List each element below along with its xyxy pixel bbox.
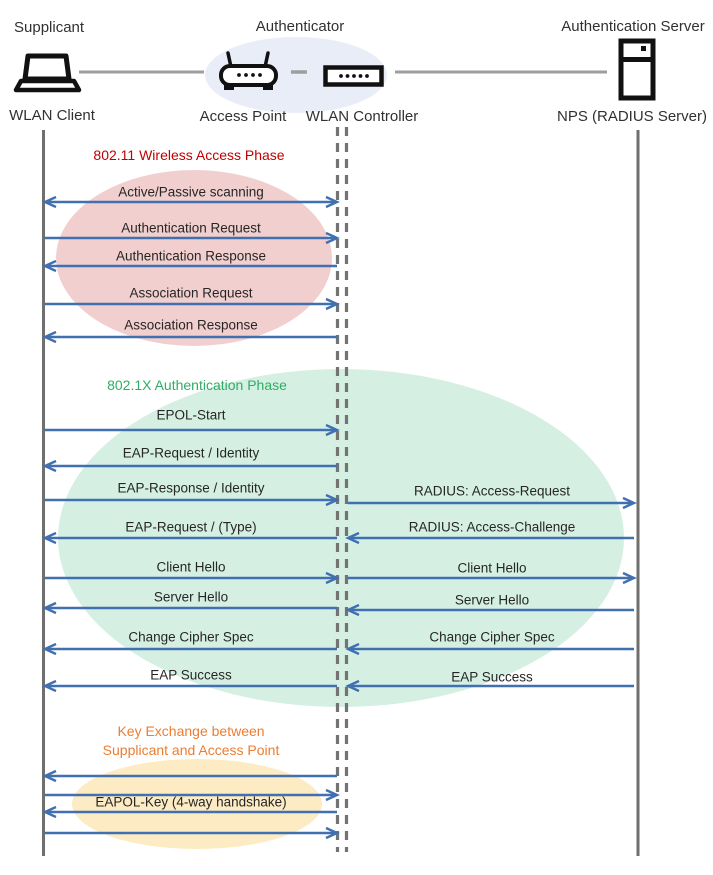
message-label: Client Hello xyxy=(156,559,226,575)
message-label: Authentication Response xyxy=(115,248,267,264)
message-label: EAP-Response / Identity xyxy=(117,480,265,496)
phase-title-key-exchange-line1: Key Exchange between xyxy=(117,723,265,739)
message-label: Client Hello xyxy=(457,560,527,576)
message-label: Server Hello xyxy=(454,592,530,608)
message-label: Active/Passive scanning xyxy=(118,184,264,200)
phase-title-80211: 802.11 Wireless Access Phase xyxy=(93,147,285,163)
phase-title-key-exchange-line2: Supplicant and Access Point xyxy=(102,742,280,758)
message-label: EAP Success xyxy=(150,667,232,683)
message-label: Change Cipher Spec xyxy=(429,629,555,645)
message-label: Association Response xyxy=(124,317,258,333)
message-label: EAPOL-Key (4-way handshake) xyxy=(95,794,287,810)
message-label: Authentication Request xyxy=(121,220,261,236)
message-label: Association Request xyxy=(129,285,253,301)
role-supplicant: Supplicant xyxy=(14,19,85,36)
laptop-icon xyxy=(16,56,79,90)
message-label: RADIUS: Access-Challenge xyxy=(408,519,576,535)
device-wlan-client: WLAN Client xyxy=(9,107,95,124)
wlan-controller-icon xyxy=(326,68,382,85)
server-icon xyxy=(621,41,653,98)
message-label: EPOL-Start xyxy=(156,407,226,423)
device-nps-radius-server: NPS (RADIUS Server) xyxy=(556,108,708,125)
phase-title-8021x: 802.1X Authentication Phase xyxy=(107,377,287,393)
device-wlan-controller: WLAN Controller xyxy=(305,108,419,125)
message-label: EAP-Request / Identity xyxy=(122,445,260,461)
message-label: EAP Success xyxy=(451,669,533,685)
device-access-point: Access Point xyxy=(199,108,287,125)
message-label: Server Hello xyxy=(153,589,229,605)
role-authentication-server: Authentication Server xyxy=(561,18,705,35)
message-label: RADIUS: Access-Request xyxy=(413,483,571,499)
message-label: Change Cipher Spec xyxy=(128,629,254,645)
role-authenticator: Authenticator xyxy=(255,18,345,35)
message-label: EAP-Request / (Type) xyxy=(125,519,257,535)
